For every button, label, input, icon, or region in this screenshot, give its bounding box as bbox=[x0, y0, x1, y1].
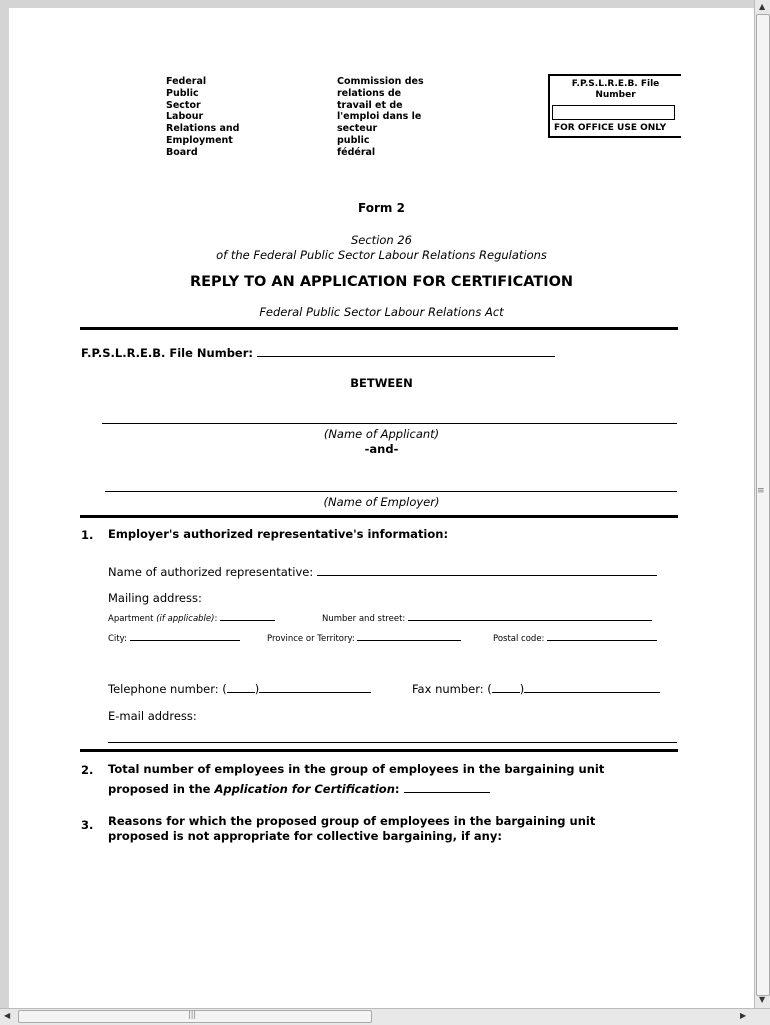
telephone-field[interactable] bbox=[259, 680, 371, 693]
document-page bbox=[9, 8, 754, 1008]
file-number-row bbox=[81, 344, 555, 360]
divider bbox=[80, 327, 678, 330]
rep-name-label: Name of authorized representative: bbox=[108, 565, 314, 579]
scroll-right-arrow-icon[interactable]: ▶ bbox=[740, 1011, 747, 1020]
org-name-french: Commission des relations de travail et de l'emploi dans le secteur public fédéral bbox=[337, 76, 424, 158]
rep-name-field[interactable] bbox=[317, 563, 657, 576]
telephone-row: Telephone number: ( ) bbox=[108, 680, 371, 696]
city-field[interactable] bbox=[130, 631, 240, 641]
q3-text-line1: Reasons for which the proposed group of employees in the bargaining unit bbox=[108, 814, 596, 828]
q3-text-line2: proposed is not appropriate for collective bargaining, if any: bbox=[108, 829, 502, 843]
office-use-label: FOR OFFICE USE ONLY bbox=[554, 123, 667, 133]
q2-text bbox=[108, 759, 604, 799]
act-name: Federal Public Sector Labour Relations Act bbox=[259, 305, 504, 319]
city-label: City: bbox=[108, 634, 127, 644]
scroll-left-arrow-icon[interactable]: ◀ bbox=[4, 1011, 11, 1020]
total-employees-field[interactable] bbox=[404, 780, 490, 793]
form-title: REPLY TO AN APPLICATION FOR CERTIFICATION bbox=[189, 274, 574, 290]
grip-icon: ≡ bbox=[757, 486, 765, 496]
applicant-caption: (Name of Applicant) bbox=[323, 427, 440, 441]
province-row bbox=[267, 631, 461, 644]
email-label: E-mail address: bbox=[108, 709, 197, 723]
applicant-name-field[interactable] bbox=[102, 423, 677, 424]
scroll-thumb-grip: ||| bbox=[188, 1010, 197, 1019]
fax-row: Fax number: ( ) bbox=[412, 680, 660, 696]
q1-number: 1. bbox=[81, 528, 94, 542]
scroll-up-arrow-icon[interactable]: ▲ bbox=[759, 2, 766, 11]
q2-text-line1: Total number of employees in the group of employees in the bargaining unit bbox=[108, 762, 605, 776]
divider bbox=[80, 749, 678, 752]
and-label: -and- bbox=[364, 442, 399, 456]
fax-label: Fax number: ( bbox=[412, 682, 492, 696]
street-field[interactable] bbox=[408, 611, 652, 621]
between-label: BETWEEN bbox=[350, 376, 413, 390]
fax-field[interactable] bbox=[524, 680, 660, 693]
q2-form-name: Application for Certification bbox=[214, 782, 395, 796]
q2-number: 2. bbox=[81, 763, 94, 777]
apartment-note: (if applicable) bbox=[156, 614, 215, 624]
office-box-title: F.P.S.L.R.E.B. File Number bbox=[571, 79, 660, 100]
section-ref: Section 26 bbox=[350, 233, 412, 247]
telephone-label: Telephone number: ( bbox=[108, 682, 227, 696]
scroll-down-arrow-icon[interactable]: ▼ bbox=[759, 995, 766, 1004]
q2-text-line2: proposed in the Application for Certification: bbox=[108, 779, 604, 799]
apartment-label: Apartment bbox=[108, 614, 154, 624]
postal-field[interactable] bbox=[547, 631, 657, 641]
apartment-row: Apartment (if applicable): bbox=[108, 611, 275, 624]
q1-text: Employer's authorized representative's information: bbox=[108, 527, 449, 541]
apartment-field[interactable] bbox=[220, 611, 275, 621]
vertical-scroll-thumb[interactable] bbox=[756, 14, 770, 996]
office-file-number-box bbox=[548, 74, 681, 138]
province-field[interactable] bbox=[357, 631, 461, 641]
city-row bbox=[108, 631, 240, 644]
q3-number: 3. bbox=[81, 818, 94, 832]
employer-caption: (Name of Employer) bbox=[323, 495, 440, 509]
street-row bbox=[322, 611, 652, 624]
org-name-english: Federal Public Sector Labour Relations and Employment Board bbox=[166, 76, 240, 158]
form-number: Form 2 bbox=[358, 201, 405, 215]
file-number-label: F.P.S.L.R.E.B. File Number: bbox=[81, 346, 254, 360]
telephone-area-code-field[interactable] bbox=[227, 680, 255, 693]
street-label: Number and street: bbox=[322, 614, 406, 624]
file-number-field[interactable] bbox=[257, 344, 555, 357]
employer-name-field[interactable] bbox=[105, 491, 677, 492]
fax-area-code-field[interactable] bbox=[492, 680, 520, 693]
mailing-label: Mailing address: bbox=[108, 591, 202, 605]
q3-text bbox=[108, 814, 595, 844]
divider bbox=[80, 515, 678, 518]
postal-label: Postal code: bbox=[493, 634, 545, 644]
postal-row bbox=[493, 631, 657, 644]
rep-name-row bbox=[108, 563, 657, 579]
email-field[interactable] bbox=[108, 742, 677, 743]
office-file-number-field[interactable] bbox=[552, 105, 675, 120]
regulation-ref: of the Federal Public Sector Labour Relations Regulations bbox=[216, 248, 547, 262]
province-label: Province or Territory: bbox=[267, 634, 355, 644]
